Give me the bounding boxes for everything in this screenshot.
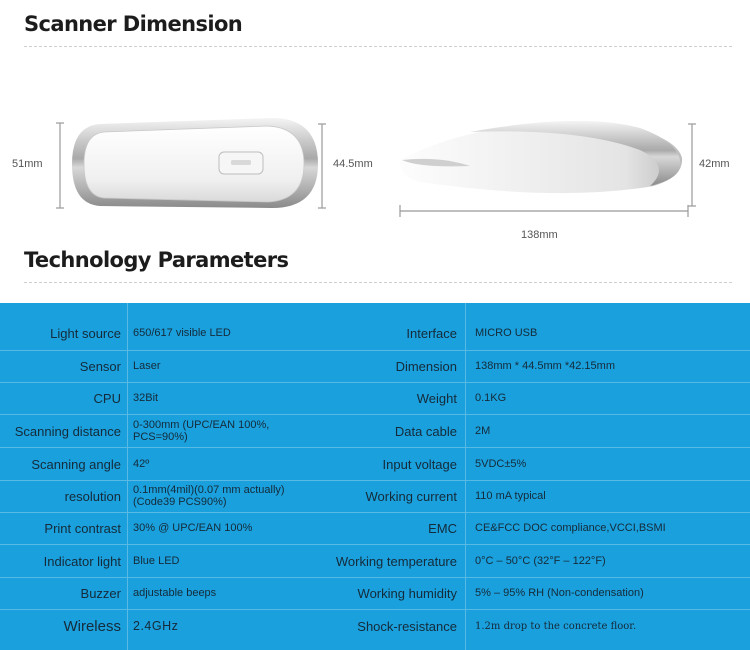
spec-value: 650/617 visible LED <box>133 327 231 339</box>
spec-key: Print contrast <box>44 520 121 536</box>
table-row <box>0 512 750 544</box>
spec-key: Scanning angle <box>31 456 121 472</box>
spec-key: Shock-resistance <box>357 618 457 634</box>
spec-key: Data cable <box>394 423 457 439</box>
spec-key: Indicator light <box>43 553 121 569</box>
spec-key: resolution <box>64 488 121 504</box>
spec-key: CPU <box>93 390 121 406</box>
spec-value: adjustable beeps <box>133 587 217 599</box>
spec-value: 30% @ UPC/EAN 100% <box>133 522 253 534</box>
spec-key: Dimension <box>395 358 457 374</box>
spec-value: 138mm * 44.5mm *42.15mm <box>475 360 615 372</box>
spec-value: 1.2m drop to the concrete floor. <box>475 620 637 632</box>
spec-value: 5VDC±5% <box>475 458 527 470</box>
spec-key: Sensor <box>79 358 121 374</box>
spec-value: Laser <box>133 360 161 372</box>
spec-key: Working temperature <box>335 553 457 569</box>
front-height-bracket <box>56 123 64 208</box>
table-row <box>0 415 750 447</box>
spec-value: 110 mA typical <box>475 490 546 502</box>
spec-key: Input voltage <box>382 456 457 472</box>
scanner-front-view <box>72 118 318 208</box>
spec-key: Working current <box>365 488 457 504</box>
table-row <box>0 317 750 349</box>
spec-value: MICRO USB <box>475 327 538 339</box>
spec-value: 0°C – 50°C (32°F – 122°F) <box>475 555 606 567</box>
front-height-label: 51mm <box>12 158 43 170</box>
front-width-bracket <box>318 124 326 208</box>
table-row <box>0 577 750 609</box>
spec-value: 0.1mm(4mil)(0.07 mm actually) (Code39 PCS90%) <box>133 484 285 508</box>
table-row <box>0 480 750 512</box>
scanner-side-view <box>400 121 682 193</box>
side-height-label: 42mm <box>699 158 730 170</box>
spec-value: 42º <box>133 458 150 470</box>
spec-key: Buzzer <box>80 585 121 601</box>
technology-parameters-title: Technology Parameters <box>24 248 289 272</box>
spec-key: Scanning distance <box>14 423 121 439</box>
spec-key: Working humidity <box>357 585 457 601</box>
table-row <box>0 382 750 414</box>
side-height-bracket <box>688 124 696 206</box>
spec-key: Wireless <box>63 617 121 635</box>
spec-value: CE&FCC DOC compliance,VCCI,BSMI <box>475 522 666 534</box>
spec-table <box>0 303 750 650</box>
spec-key: EMC <box>428 520 457 536</box>
side-length-bracket <box>400 205 688 217</box>
spec-key: Interface <box>406 325 457 341</box>
spec-value: 32Bit <box>133 392 159 404</box>
table-row <box>0 350 750 382</box>
spec-value: Blue LED <box>133 555 180 567</box>
scanner-dimension-title: Scanner Dimension <box>24 12 243 36</box>
spec-value: 2.4GHz <box>133 619 179 633</box>
spec-value: 5% – 95% RH (Non-condensation) <box>475 587 644 599</box>
table-row <box>0 545 750 577</box>
spec-value: 0.1KG <box>475 392 507 404</box>
spec-value: 0-300mm (UPC/EAN 100%, PCS=90%) <box>133 419 270 443</box>
table-row <box>0 448 750 480</box>
title-divider <box>24 282 732 283</box>
front-width-label: 44.5mm <box>333 158 373 170</box>
spec-key: Light source <box>50 325 121 341</box>
table-row <box>0 610 750 642</box>
side-length-label: 138mm <box>521 229 558 241</box>
spec-value: 2M <box>475 425 491 437</box>
spec-key: Weight <box>416 390 457 406</box>
